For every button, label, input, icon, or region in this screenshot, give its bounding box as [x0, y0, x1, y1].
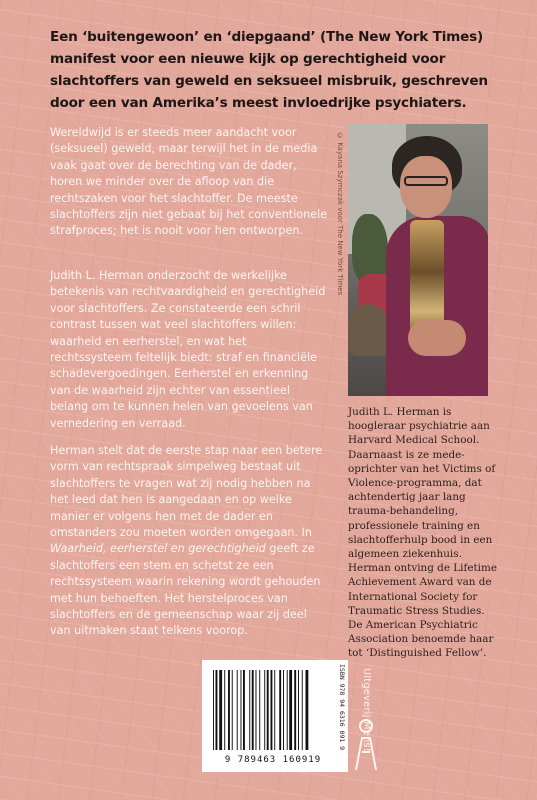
barcode	[210, 668, 336, 752]
photo-glasses	[404, 176, 448, 186]
isbn-label: ISBN 978 94 6316 091 9	[338, 664, 346, 751]
isbn-digits: 9 789463 160919	[224, 755, 322, 765]
paragraph-research-text: Judith L. Herman onderzocht de werkelijke betekenis van rechtvaardigheid en gerechtigheid voor slachtoffers. Ze constateerde een schril contrast tussen wat veel slachtoffers willen: waarheid en eerherstel, en wat het rechtssysteem feitelijk biedt: straf en financiële schadevergoedingen. Eerherstel en erkenning van de waarheid zijn echter van essentieel belang om te kunnen helen van gevoelens van vernedering en verraad.	[50, 269, 326, 430]
publisher-name: Uitgeverij Mens!	[361, 668, 372, 753]
paragraph-approach-after: geeft ze slachtoffers een stem en schetst ze een rechtssysteem waarin rekening wordt gehouden met hun behoeften. Het herstelproces van slachtoffers en de gemeenschap waar zij deel van uitmaken staat telkens voorop.	[50, 542, 321, 638]
paragraph-intro	[50, 125, 328, 240]
paragraph-approach-before: Herman stelt dat de eerste stap naar een betere vorm van rechtspraak simpelweg bestaat uit slachtoffers te vragen wat zij nodig hebben na het leed dat hen is aangedaan en op welke manier er volgens hen met de dader en omstanders zou moeten worden omgegaan. In	[50, 444, 323, 540]
author-photo	[348, 124, 488, 396]
paragraph-approach-text	[50, 443, 328, 640]
paragraph-research	[50, 268, 328, 432]
photo-credit: © Kayana Szymczak voor The New York Times	[336, 132, 344, 296]
photo-cat	[348, 304, 390, 356]
tagline: Een ‘buitengewoon’ en ‘diepgaand’ (The New York Times) manifest voor een nieuwe kijk op gerechtigheid voor slachtoffers van geweld en seksueel misbruik, geschreven door een van Amerika’s meest invloedrijke psychiaters.	[50, 29, 488, 111]
photo-author-face	[400, 156, 452, 218]
publisher-logo-icon	[352, 718, 380, 774]
author-bio: Judith L. Herman is hoogleraar psychiatrie aan Harvard Medical School. Daarnaast is ze mede-oprichter van het Victims of Violence-programma, dat achtendertig jaar lang trauma-behandeling, professionele training en slachtofferhulp bood in een algemeen ziekenhuis. Herman ontving de Lifetime Achievement Award van de International Society for Traumatic Stress Studies. De American Psychiatric Association benoemde haar tot ‘Distinguished Fellow’.	[348, 406, 498, 660]
paragraph-intro-text: Wereldwijd is er steeds meer aandacht voor (seksueel) geweld, maar terwijl het in de media vaak gaat over de berechting van de dader, horen we minder over de afloop van die rechtszaken voor het slachtoffer. De meeste slachtoffers zijn niet gebaat bij het conventionele strafproces; het is nooit voor hen ontworpen.	[50, 126, 328, 238]
book-title: Waarheid, eerherstel en gerechtigheid	[50, 542, 266, 556]
paragraph-approach	[50, 443, 328, 640]
photo-hands	[408, 320, 466, 356]
